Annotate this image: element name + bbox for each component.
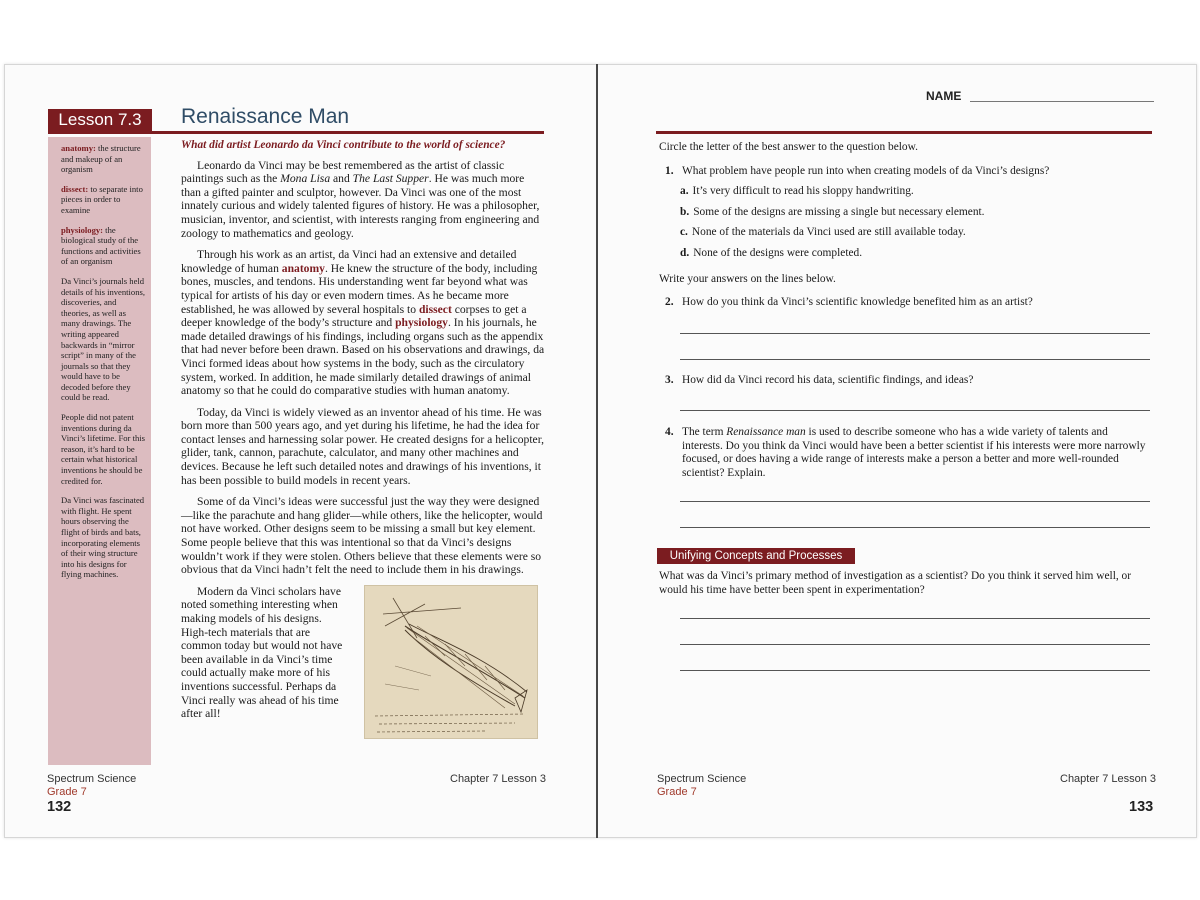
question-1-text: What problem have people run into when creating models of da Vinci’s designs? <box>682 165 1050 177</box>
definition-physiology: physiology: the biological study of the functions and activities of an organism <box>61 224 141 267</box>
page-number: 132 <box>47 799 72 815</box>
section-question: What was da Vinci’s primary method of investigation as a scientist? Do you think it served him well, or would his time have better been spent in experimentation? <box>659 570 1132 596</box>
lesson-title: Renaissance Man <box>181 105 350 128</box>
definition-anatomy: anatomy: the structure and makeup of an organism <box>61 143 141 175</box>
vocab-physiology: physiology <box>395 316 448 330</box>
paragraph-3: Today, da Vinci is widely viewed as an inventor ahead of his time. He was born more than 500 years ago, and yet during his lifetime, he had the idea for contact lenses and harnessing solar power. He created designs for a helicopter, glider, tank, cannon, parachute, calculator, and many other machines and devices. Because he left such detailed notes and drawings of his inventions, it has been possible to build models in recent years. <box>181 405 544 487</box>
footer-chapter: Chapter 7 Lesson 3 <box>1060 773 1157 785</box>
left-page <box>4 64 597 838</box>
answer-line[interactable] <box>680 410 1150 411</box>
question-2-text: How do you think da Vinci’s scientific knowledge benefited him as an artist? <box>682 296 1033 308</box>
question-3-number: 3. <box>665 374 674 386</box>
vocabulary-sidebar <box>48 137 151 765</box>
sidebar-note-journals: Da Vinci’s journals held details of his inventions, discoveries, and theories, as well as many drawings. The writing appeared backwards in “mirror script” in many of the journals so that they would have to be decoded before they could be read. <box>61 275 146 403</box>
question-4-text: The term Renaissance man is used to describe someone who has a wide variety of talents and interests. Do you think da Vinci would have been a better scientist if his interests were more narrowly focused, or does having a wide range of interests make a person a better and more well-rounded scientist? Explain. <box>682 426 1146 479</box>
footer-chapter: Chapter 7 Lesson 3 <box>450 773 547 785</box>
flying-machine-sketch <box>364 585 538 739</box>
answer-line[interactable] <box>680 501 1150 502</box>
footer-series: Spectrum Science <box>47 773 137 785</box>
name-label: NAME <box>926 89 962 103</box>
vocab-dissect: dissect <box>418 302 452 316</box>
paragraph-2: Through his work as an artist, da Vinci had an extensive and detailed knowledge of human anatomy. He knew the structure of the body, including bones, muscles, and tendons. His understanding went far beyond what was typical for artists of his day or even modern times. As he became more established, he was allowed by several hospitals to dissect corpses to get a deeper knowledge of the body’s structure and physiology. In his journals, he made detailed drawings of his findings, including organs such as the appendix that had never before been drawn. Based on his observations and drawings, da Vinci formed ideas about how systems in the body, such as the circulatory system, worked. In addition, he made similarly detailed drawings of animal anatomy so that he could do comparative studies with human anatomy. <box>181 248 545 398</box>
footer-grade: Grade 7 <box>657 786 697 798</box>
page-number: 133 <box>1129 799 1154 815</box>
focus-question: What did artist Leonardo da Vinci contribute to the world of science? <box>181 139 506 151</box>
definition-dissect: dissect: to separate into pieces in order to examine <box>61 183 143 215</box>
section-tag: Unifying Concepts and Processes <box>657 548 855 564</box>
option-1a[interactable]: a. It’s very difficult to read his sloppy handwriting. <box>680 185 914 197</box>
option-1c[interactable]: c. None of the materials da Vinci used are still available today. <box>680 226 966 238</box>
lesson-tag: Lesson 7.3 <box>48 109 152 131</box>
footer-grade: Grade 7 <box>47 786 87 798</box>
name-field-line[interactable] <box>970 101 1154 102</box>
vocab-anatomy: anatomy <box>281 261 325 275</box>
header-rule <box>48 131 544 134</box>
question-3-text: How did da Vinci record his data, scientific findings, and ideas? <box>682 374 974 386</box>
question-4-number: 4. <box>665 426 674 438</box>
right-page <box>598 64 1197 838</box>
answer-line[interactable] <box>680 618 1150 619</box>
answer-line[interactable] <box>680 333 1150 334</box>
instruction-write: Write your answers on the lines below. <box>659 273 836 285</box>
instruction-circle: Circle the letter of the best answer to the question below. <box>659 141 918 153</box>
paragraph-4: Some of da Vinci’s ideas were successful just the way they were designed—like the parachute and hang glider—while others, like the helicopter, would not have worked. Other designs seem to be missing a small but key element. Some people believe that this was intentional so that da Vinci’s designs wouldn’t work if they were stolen. Others believe that these elements were so obvious that da Vinci hadn’t felt the need to include them in his drawings. <box>181 495 543 577</box>
answer-line[interactable] <box>680 670 1150 671</box>
paragraph-5: Modern da Vinci scholars have noted something interesting when making models of his designs. High-tech materials that are common today but would not have been available in da Vinci’s time could actually make more of his inventions successful. Perhaps da Vinci really was ahead of his time after all! <box>181 584 343 721</box>
option-1b[interactable]: b. Some of the designs are missing a single but necessary element. <box>680 206 985 218</box>
header-rule <box>656 131 1152 134</box>
sidebar-note-patents: People did not patent inventions during da Vinci’s lifetime. For this reason, it’s hard to be certain what historical inventions he should be credited for. <box>61 412 145 486</box>
question-2-number: 2. <box>665 296 674 308</box>
answer-line[interactable] <box>680 359 1150 360</box>
answer-line[interactable] <box>680 644 1150 645</box>
answer-line[interactable] <box>680 527 1150 528</box>
sidebar-note-flight: Da Vinci was fascinated with flight. He spent hours observing the flight of birds and bats, incorporating elements of their wing structure into his designs for flying machines. <box>61 495 145 580</box>
paragraph-1: Leonardo da Vinci may be best remembered as the artist of classic paintings such as the Mona Lisa and The Last Supper. He was much more than a gifted painter and sculptor, however. Da Vinci was one of the most innately curious and widely talented figures of history. He was a philosopher, musician, inventor, and scientist, with interests ranging from engineering and zoology to mathematics and geology. <box>181 158 540 240</box>
option-1d[interactable]: d. None of the designs were completed. <box>680 247 863 259</box>
lesson-body <box>181 139 545 721</box>
footer-series: Spectrum Science <box>657 773 747 785</box>
question-1-number: 1. <box>665 165 674 177</box>
